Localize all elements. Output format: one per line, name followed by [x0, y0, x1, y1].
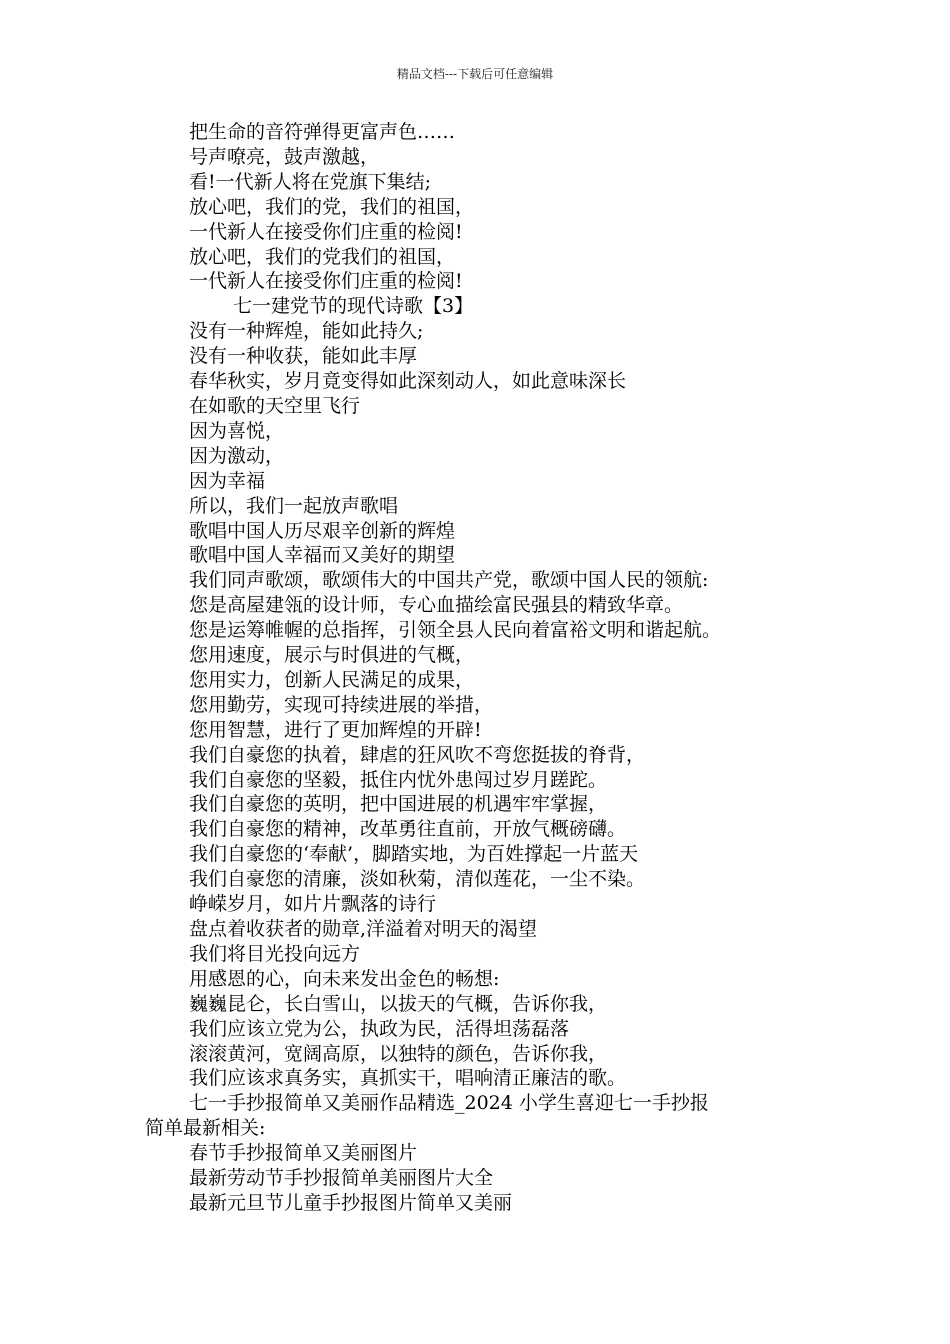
text-line: 我们应该立党为公，执政为民，活得坦荡磊落	[189, 1017, 570, 1040]
text-line: 放心吧，我们的党我们的祖国，	[189, 245, 456, 268]
text-line: 滚滚黄河，宽阔高原，以独特的颜色，告诉你我，	[189, 1042, 608, 1065]
text-line: 歌唱中国人历尽艰辛创新的辉煌	[189, 519, 456, 542]
text-line: 没有一种辉煌，能如此持久;	[189, 320, 424, 343]
section-heading: 七一建党节的现代诗歌【3】	[233, 295, 474, 318]
text-line: 您用速度，展示与时俱进的气概，	[189, 644, 475, 667]
text-line: 您用实力，创新人民满足的成果，	[189, 668, 475, 691]
text-line: 您用智慧，进行了更加辉煌的开辟!	[189, 718, 482, 741]
text-line: 一代新人在接受你们庄重的检阅!	[189, 270, 463, 293]
text-line: 春节手抄报简单又美丽图片	[189, 1142, 418, 1165]
text-line: 我们自豪您的‘奉献’，脚踏实地，为百姓撑起一片蓝天	[189, 843, 639, 866]
text-line: 我们将目光投向远方	[189, 942, 361, 965]
text-line: 因为喜悦，	[189, 419, 285, 442]
text-line: 您是高屋建瓴的设计师，专心血描绘富民强县的精致华章。	[189, 594, 684, 617]
text-line: 简单最新相关:	[145, 1117, 266, 1140]
text-line: 没有一种收获，能如此丰厚	[189, 345, 418, 368]
text-line: 所以，我们一起放声歌唱	[189, 494, 399, 517]
text-line: 因为激动，	[189, 444, 285, 467]
text-line: 歌唱中国人幸福而又美好的期望	[189, 544, 456, 567]
text-line: 用感恩的心，向未来发出金色的畅想:	[189, 967, 500, 990]
text-line: 在如歌的天空里飞行	[189, 394, 361, 417]
text-line: 我们应该求真务实，真抓实干，唱响清正廉洁的歌。	[189, 1067, 627, 1090]
text-line: 您是运筹帷幄的总指挥，引领全县人民向着富裕文明和谐起航。	[189, 619, 722, 642]
document-body	[145, 120, 825, 1216]
text-line: 盘点着收获者的勋章,洋溢着对明天的渴望	[189, 918, 538, 940]
text-line: 七一手抄报简单又美丽作品精选_2024 小学生喜迎七一手抄报	[189, 1092, 709, 1115]
text-line: 因为幸福	[189, 469, 266, 492]
text-line: 最新劳动节手抄报简单美丽图片大全	[189, 1167, 494, 1190]
text-line: 我们自豪您的清廉，淡如秋菊，清似莲花，一尘不染。	[189, 868, 646, 891]
text-line: 巍巍昆仑，长白雪山，以拔天的气概，告诉你我，	[189, 992, 608, 1015]
text-line: 最新元旦节儿童手抄报图片简单又美丽	[189, 1191, 513, 1214]
text-line: 一代新人在接受你们庄重的检阅!	[189, 220, 463, 243]
text-line: 我们自豪您的精神，改革勇往直前，开放气概磅礴。	[189, 818, 627, 841]
text-line: 号声嘹亮，鼓声激越，	[189, 145, 380, 168]
page-header: 精品文档---下载后可任意编辑	[396, 67, 554, 81]
text-line: 峥嵘岁月，如片片飘落的诗行	[189, 893, 437, 916]
text-line: 我们自豪您的执着，肆虐的狂风吹不弯您挺拔的脊背，	[189, 743, 646, 766]
text-line: 您用勤劳，实现可持续进展的举措，	[189, 693, 494, 716]
text-line: 我们自豪您的英明，把中国进展的机遇牢牢掌握，	[189, 793, 608, 816]
text-line: 我们自豪您的坚毅，抵住内忧外患闯过岁月蹉跎。	[189, 768, 608, 791]
text-line: 我们同声歌颂，歌颂伟大的中国共产党，歌颂中国人民的领航:	[189, 569, 709, 592]
text-line: 放心吧，我们的党，我们的祖国，	[189, 195, 475, 218]
text-line: 春华秋实，岁月竟变得如此深刻动人，如此意味深长	[189, 370, 627, 393]
text-line: 把生命的音符弹得更富声色……	[189, 121, 456, 143]
text-line: 看!一代新人将在党旗下集结;	[189, 170, 432, 193]
